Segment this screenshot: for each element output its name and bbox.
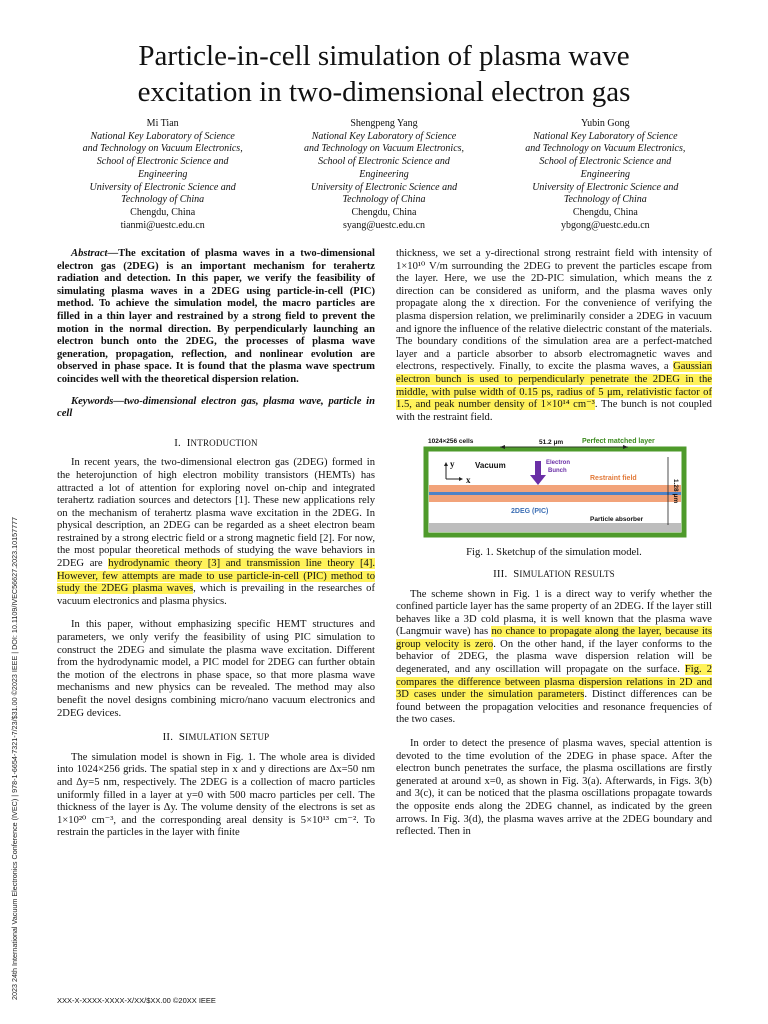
setup-paragraph-1: The simulation model is shown in Fig. 1. The whole area is divided into 1024×256 grids. The spatial step in x and y directions are Δx=50 nm and Δy=5 nm, respectively. The 2DEG is a collection of macro particles uniformly filled in a layer at y=0 with 500 macro particles per cell. The thickness of the layer is Δy. The volume density of the electrons is set as 1×10²⁰ cm⁻³, and the corresponding areal density is 5×10¹³ cm⁻². To restrain the particles in the layer with finite — [57, 751, 375, 839]
intro-paragraph-1: In recent years, the two-dimensional electron gas (2DEG) formed in the heterojunction of high electron mobility transistors (HEMTs) has attracted a lot of attention for exploring novel on-chip and integrated terahertz radiation sources and detectors [1]. These new applications rely on the mechanism of terahertz plasma wave excitation in the 2DEG. In physical description, an 2DEG can be regarded as a sheet electron beam restrained by a strong electric field or a strong magnetic field [2]. For now, the most popular theoretical methods of studying the wave behaviors in 2DEG are hydrodynamic theory [3] and transmission line theory [4]. However, few attempts are made to use particle-in-cell (PIC) method to study the 2DEG plasma waves, which is prevailing in the researches of vacuum electronics and plasma physics. — [57, 457, 375, 607]
figure-1 — [422, 435, 690, 541]
author-email[interactable]: syang@uestc.edu.cn — [343, 219, 425, 231]
title-line-2: excitation in two-dimensional electron gas — [137, 76, 631, 108]
author-affiliation-line: Technology of China — [121, 194, 205, 206]
intro-paragraph-2: In this paper, without emphasizing specific HEMT structures and parameters, we only verify the feasibility of using PIC simulation to construct the 2DEG and simulate the plasma wave excitation. Different from the hydrodynamic model, a PIC model for 2DEG can further obtain the motion of the electrons in phase space, so that more plasma wave mechanisms and new physics can be revealed. The method may also benefit the novel designs combining micro/nano vacuum electronics and 2DEG devices. — [57, 619, 375, 719]
section-heading-setup: II. SIMULATION SETUP — [162, 731, 270, 744]
title-line-1: Particle-in-cell simulation of plasma wave — [138, 40, 630, 72]
abstract-body: —The excitation of plasma waves in a two-dimensional electron gas (2DEG) is an important mechanism for terahertz radiation and detection. In this paper, we verify the feasibility of simulating plasma waves in a 2DEG using particle-in-cell (PIC) method. To achieve the simulation model, the macro particles are filled in a thin layer and restrained by a strong field to prevent the motion in the normal direction. By perpendicularly launching an electron bunch onto the 2DEG, the processes of plasma wave generation, propagation, reflection, and nonlinear evolution are observed in phase space. It is found that the plasma wave spectrum coincides well with the theoretical dispersion relation. — [57, 248, 375, 385]
2deg-layer — [429, 492, 681, 495]
cells-label: 1024×256 cells — [428, 438, 474, 446]
section-heading-intro: I. INTRODUCTION — [174, 436, 258, 449]
author-affiliation-line: National Key Laboratory of Science — [311, 130, 457, 142]
author-affiliation-line: Engineering — [580, 168, 631, 180]
author-city: Chengdu, China — [572, 206, 638, 218]
y-axis-label: y — [450, 459, 455, 470]
height-label: 1.28 μm — [672, 479, 679, 504]
highlight: no chance to propagate along the layer, because its group velocity is zero — [396, 626, 713, 650]
simulation-model-diagram — [422, 435, 690, 541]
abstract-lead: Abstract — [71, 248, 108, 259]
results-paragraph-1: The scheme shown in Fig. 1 is a direct way to verify whether the confined particle layer has the same property of an 2DEG. If the layer still behaves like a 3D cold plasma, it is well known that the plasma wave (Langmuir wave) has no chance to propagate along the layer, because its group velocity is zero. On the other hand, if the layer conforms to the behavior of 2DEG, the plasma wave dispersion relation will be degenerated, and any oscillation will propagate on the surface. Fig. 2 compares the difference between plasma dispersion relations in 2D and 3D cases under the simulation parameters. Distinct differences can be found between the propagation velocities and resonance frequencies of the two cases. — [396, 588, 713, 726]
vacuum-label: Vacuum — [475, 461, 506, 471]
x-axis-label: x — [466, 475, 471, 486]
author-email[interactable]: ybgong@uestc.edu.cn — [561, 219, 650, 231]
author-affiliation-line: and Technology on Vacuum Electronics, — [82, 143, 243, 155]
author-affiliation-line: Technology of China — [563, 194, 647, 206]
author-city: Chengdu, China — [351, 206, 417, 218]
results-paragraph-2: In order to detect the presence of plasma waves, special attention is devoted to the time evolution of the 2DEG in phase space. After the electron bunch penetrates the surface, the plasma oscillations are firstly generated at around x=0, as shown in Fig. 3(a). Afterwards, in Figs. 3(b) and 3(c), it can be noticed that the plasma oscillations propagate towards the opposite ends along the 2DEG channel, as indicated by the green arrows. In Fig. 3(d), the plasma waves arrive at the 2DEG boundary and reflected. Then in — [396, 738, 712, 838]
width-label: 51.2 μm — [539, 439, 564, 447]
author-affiliation-line: National Key Laboratory of Science — [533, 130, 678, 142]
author-affiliation-line: University of Electronic Science and — [310, 181, 458, 193]
absorber-label: Particle absorber — [590, 516, 644, 524]
author-affiliation-line: School of Electronic Science and — [539, 156, 672, 168]
author-name: Yubin Gong — [581, 118, 630, 129]
author-affiliation-line: School of Electronic Science and — [318, 156, 450, 168]
author-city: Chengdu, China — [130, 206, 196, 218]
author-1 — [52, 118, 273, 232]
figure-1-caption: Fig. 1. Sketchup of the simulation model. — [466, 547, 642, 559]
bunch-label-1: Electron — [546, 460, 571, 467]
highlight: Gaussian electron bunch is used to perpendicularly penetrate the 2DEG in the middle, with pulse width of 0.15 ps, radius of 5 μm, relativistic factor of 1.5, and peak number density of 1×10¹⁴ cm⁻³ — [396, 361, 712, 411]
author-affiliation-line: and Technology on Vacuum Electronics, — [525, 143, 686, 155]
section-heading-results: III. SIMULATION RESULTS — [493, 567, 615, 580]
keywords: Keywords—two-dimensional electron gas, plasma wave, particle in cell — [57, 395, 375, 420]
abstract — [57, 248, 375, 387]
bunch-label-2: Bunch — [548, 468, 567, 475]
author-2 — [273, 118, 494, 232]
copyright-footer: XXX-X-XXXX-XXXX-X/XX/$XX.00 ©20XX IEEE — [57, 996, 216, 1005]
2deg-label: 2DEG (PIC) — [511, 508, 549, 516]
highlight: hydrodynamic theory [3] and transmission line theory [4]. However, few attempts are made to use particle-in-cell (PIC) method to study the 2DEG plasma waves — [57, 558, 375, 595]
author-affiliation-line: and Technology on Vacuum Electronics, — [303, 143, 465, 155]
author-affiliation-line: Technology of China — [342, 194, 426, 206]
restraint-label: Restraint field — [590, 475, 637, 483]
author-3 — [495, 118, 716, 232]
setup-paragraph-2: thickness, we set a y-directional strong restraint field with intensity of 1×10¹⁰ V/m surrounding the 2DEG to prevent the particles escape from the layer. Here, we use the 2D-PIC simulation, which means the z direction can be considered as uniform, and the plasma waves only propagate along the x direction. For the convenience of verifying the plasma dispersion relation, we preliminarily consider a 2DEG in vacuum and ignore the influence of the relative dielectric constant of the materials. The boundary conditions of the simulation area are a perfect-matched layer and a particle absorber to absorb electromagnetic waves and electrons, respectively. Finally, to excite the plasma waves, a Gaussian electron bunch is used to perpendicularly penetrate the 2DEG in the middle, with pulse width of 0.15 ps, radius of 5 μm, relativistic factor of 1.5, and peak number density of 1×10¹⁴ cm⁻³. The bunch is not coupled with the restraint field. — [396, 248, 712, 423]
doi-sidebar: 2023 24th International Vacuum Electronics Conference (IVEC) | 978-1-6654-7321-7/23/$31.00 ©2023 IEEE | DOI: 10.1109/IVEC56627.2023.10157777 — [10, 516, 19, 1000]
particle-absorber-band — [429, 523, 681, 532]
author-name: Mi Tian — [146, 118, 179, 129]
paper-title — [60, 38, 708, 110]
author-block — [52, 118, 716, 232]
electron-bunch-arrow-shaft — [535, 461, 541, 476]
author-affiliation-line: University of Electronic Science and — [532, 181, 679, 193]
pml-label: Perfect matched layer — [582, 438, 655, 446]
highlight: Fig. 2 compares the difference between plasma dispersion relations in 2D and 3D cases under the simulation parameters — [396, 664, 713, 701]
author-email[interactable]: tianmi@uestc.edu.cn — [120, 219, 205, 231]
author-affiliation-line: School of Electronic Science and — [96, 156, 229, 168]
right-column — [396, 248, 712, 850]
author-affiliation-line: University of Electronic Science and — [89, 181, 236, 193]
author-name: Shengpeng Yang — [350, 118, 418, 129]
author-affiliation-line: Engineering — [359, 168, 409, 180]
left-column — [57, 248, 375, 851]
author-affiliation-line: National Key Laboratory of Science — [90, 130, 235, 142]
author-affiliation-line: Engineering — [137, 168, 188, 180]
